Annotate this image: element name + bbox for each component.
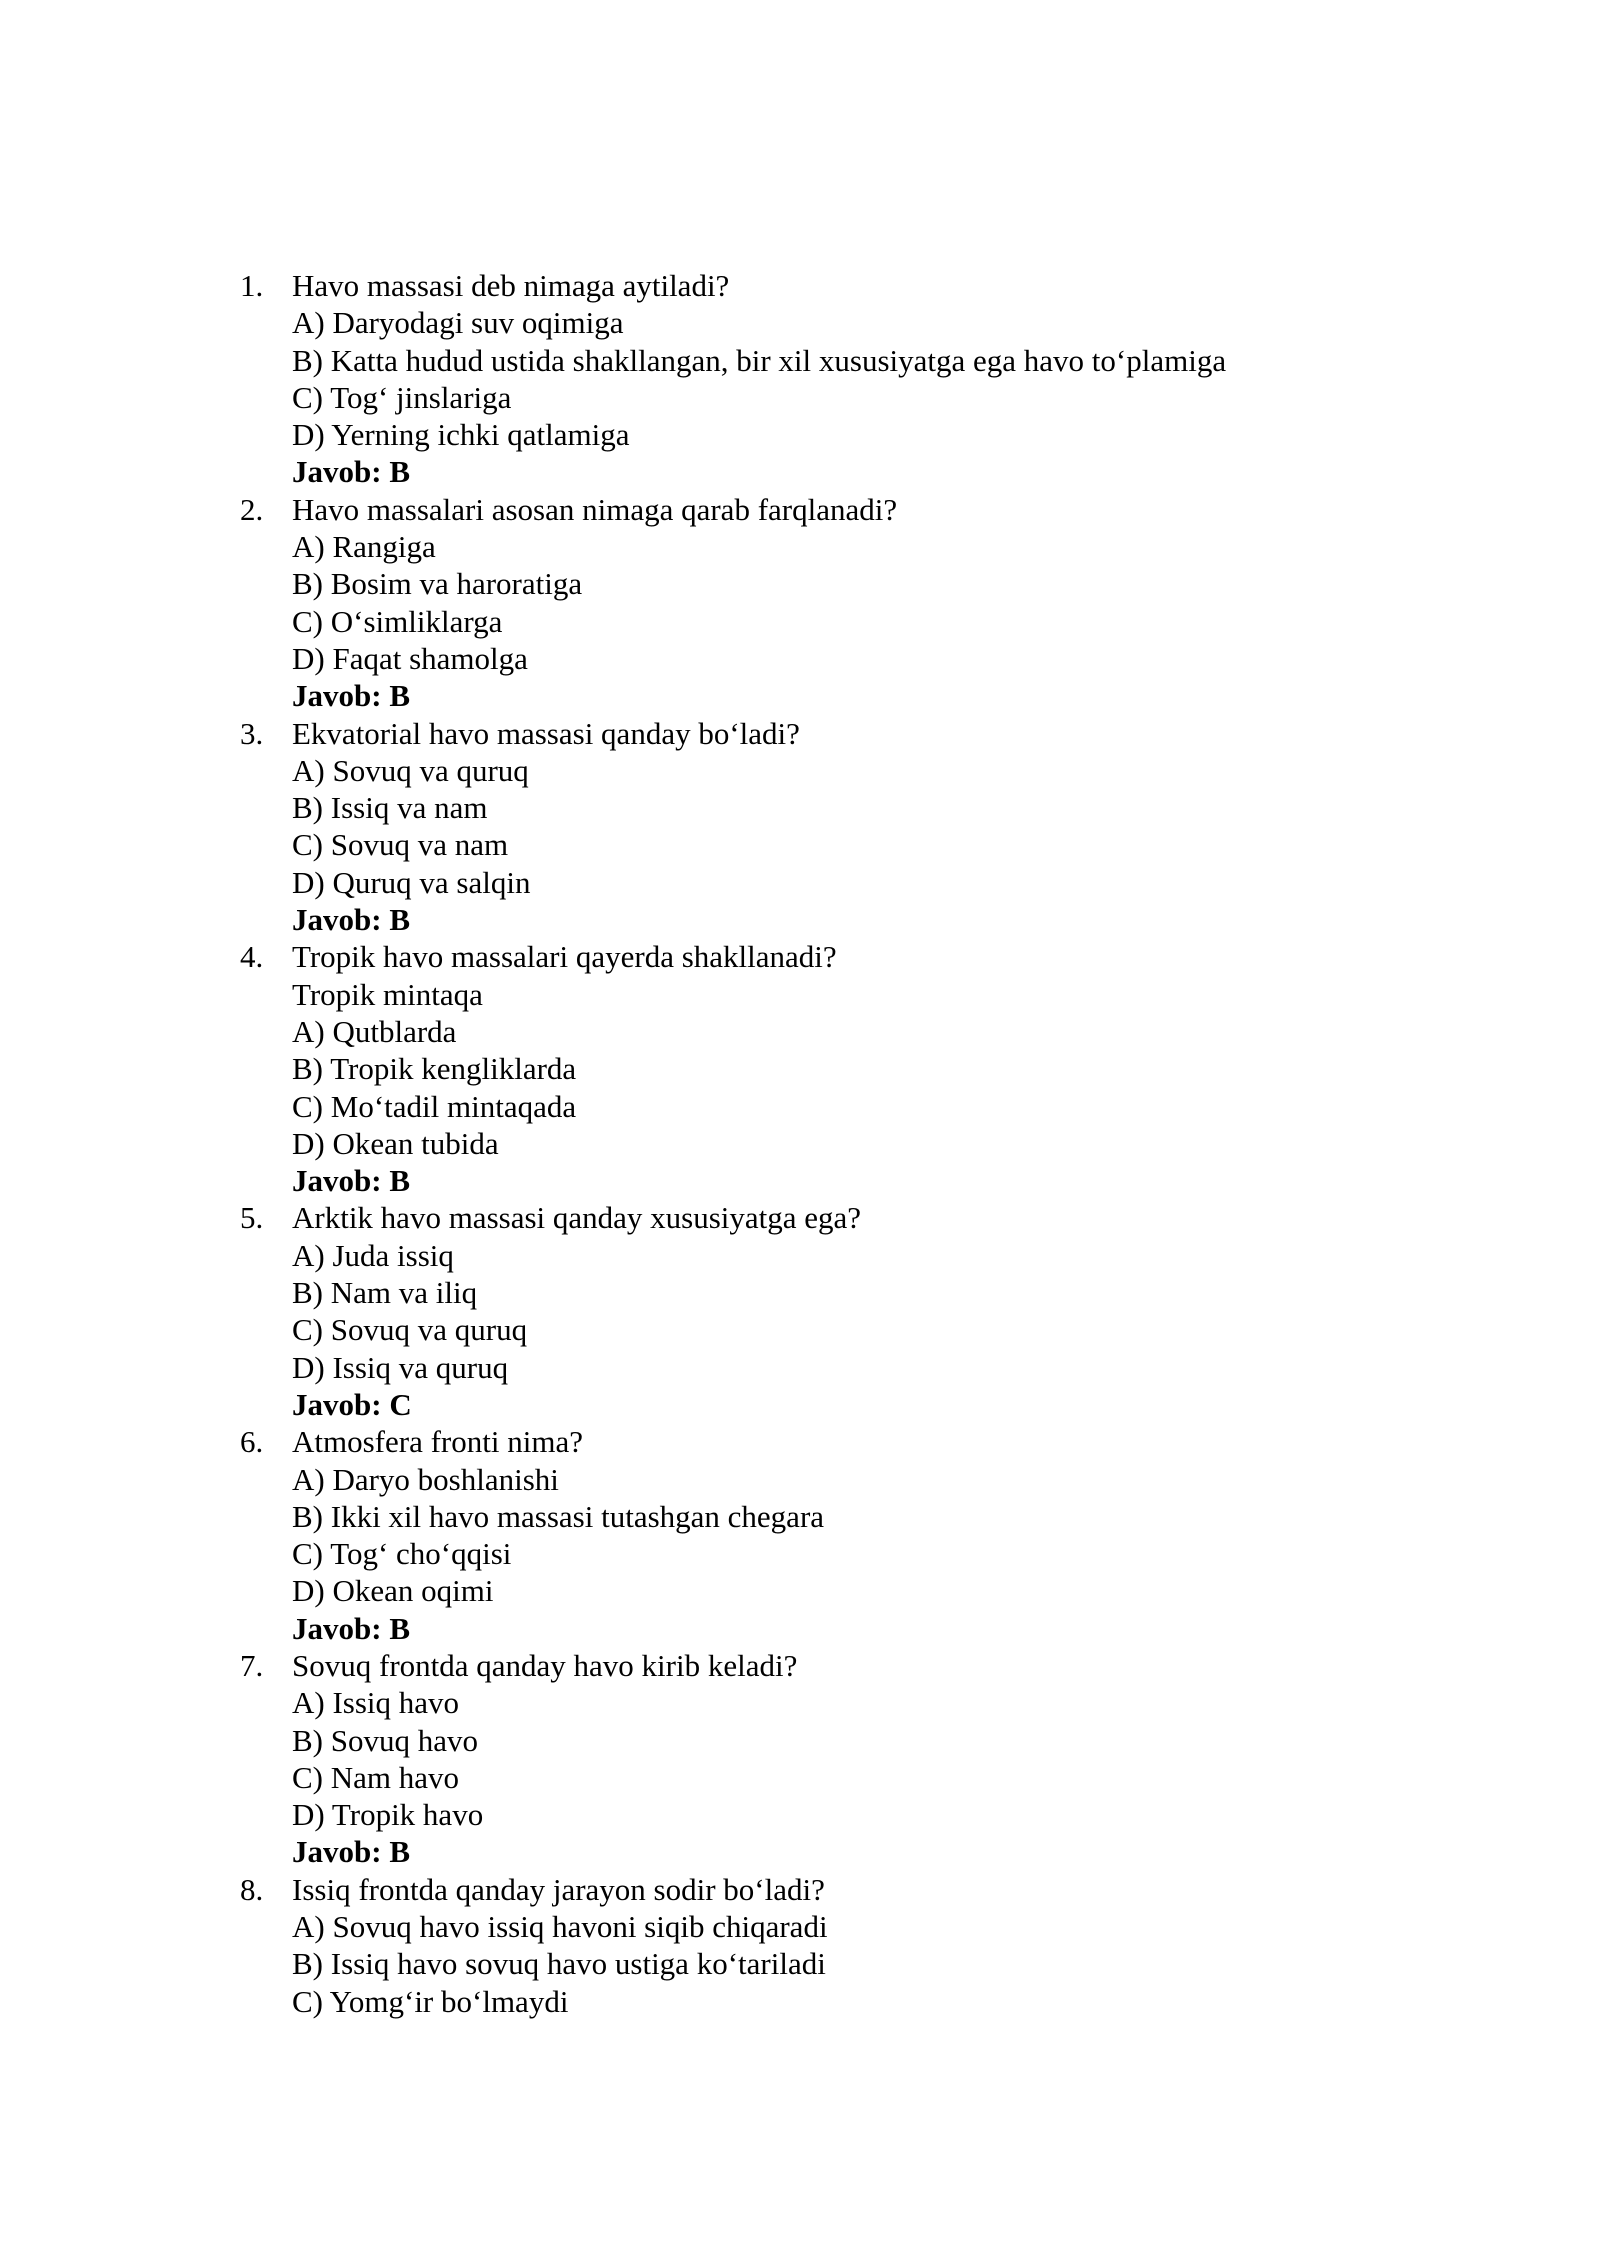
question-item xyxy=(240,1199,1226,1423)
question-number: 3. xyxy=(240,715,264,751)
question-text: Issiq frontda qanday jarayon sodir bo‘ladi? xyxy=(292,1871,825,1907)
question-number: 1. xyxy=(240,268,264,303)
answer-option: B) Ikki xil havo massasi tutashgan chegara xyxy=(292,1498,825,1534)
question-heading xyxy=(240,1647,1226,1684)
question-item xyxy=(240,715,1226,939)
question-number: 7. xyxy=(240,1647,264,1683)
correct-answer: Javob: B xyxy=(292,678,410,714)
question-text: Havo massasi deb nimaga aytiladi? xyxy=(292,268,730,303)
correct-answer: Javob: B xyxy=(292,1834,410,1870)
answer-option: C) Tog‘ jinslariga xyxy=(292,379,512,415)
answer-option: C) Nam havo xyxy=(292,1759,460,1795)
question-text: Sovuq frontda qanday havo kirib keladi? xyxy=(292,1647,798,1683)
question-number: 5. xyxy=(240,1200,264,1236)
correct-answer: Javob: B xyxy=(292,1163,410,1199)
answer-option: B) Katta hudud ustida shakllangan, bir xil xususiyatga ega havo to‘plamiga xyxy=(292,342,1227,378)
correct-answer: Javob: B xyxy=(292,454,410,490)
answer-option: A) Daryodagi suv oqimiga xyxy=(292,305,624,341)
question-text: Atmosfera fronti nima? xyxy=(292,1424,583,1460)
question-item xyxy=(240,1647,1226,1871)
answer-option: B) Issiq havo sovuq havo ustiga ko‘tariladi xyxy=(292,1946,826,1982)
answer-option: D) Yerning ichki qatlamiga xyxy=(292,417,630,453)
question-heading xyxy=(240,1423,1226,1460)
answer-option: B) Bosim va haroratiga xyxy=(292,566,583,602)
question-item xyxy=(240,267,1226,491)
question-number: 8. xyxy=(240,1871,264,1907)
answer-option: A) Juda issiq xyxy=(292,1237,454,1273)
question-heading xyxy=(240,1871,1226,1908)
question-text: Arktik havo massasi qanday xususiyatga ega? xyxy=(292,1200,862,1236)
question-item xyxy=(240,938,1226,1199)
answer-option: A) Daryo boshlanishi xyxy=(292,1461,559,1497)
question-heading xyxy=(240,1199,1226,1236)
answer-option: A) Sovuq havo issiq havoni siqib chiqaradi xyxy=(292,1909,828,1945)
correct-answer: Javob: B xyxy=(292,902,410,938)
answer-option: C) Sovuq va nam xyxy=(292,827,509,863)
answer-option: A) Issiq havo xyxy=(292,1685,460,1721)
question-number: 6. xyxy=(240,1424,264,1460)
correct-answer: Javob: C xyxy=(292,1386,412,1422)
answer-option: B) Tropik kengliklarda xyxy=(292,1051,577,1087)
question-heading xyxy=(240,715,1226,752)
answer-option: A) Sovuq va quruq xyxy=(292,752,529,788)
answer-option: D) Quruq va salqin xyxy=(292,864,531,900)
answer-option: C) O‘simliklarga xyxy=(292,603,503,639)
question-item xyxy=(240,1871,1226,2020)
question-heading xyxy=(240,491,1226,528)
answer-option: D) Okean tubida xyxy=(292,1125,499,1161)
answer-option: C) Sovuq va quruq xyxy=(292,1312,528,1348)
answer-option: C) Tog‘ cho‘qqisi xyxy=(292,1536,512,1572)
answer-option: C) Yomg‘ir bo‘lmaydi xyxy=(292,1983,569,2019)
question-item xyxy=(240,1423,1226,1647)
question-number: 4. xyxy=(240,939,264,975)
question-number: 2. xyxy=(240,491,264,527)
answer-option: A) Rangiga xyxy=(292,529,436,565)
answer-option: B) Nam va iliq xyxy=(292,1275,478,1311)
answer-option: B) Sovuq havo xyxy=(292,1722,478,1758)
answer-option: D) Faqat shamolga xyxy=(292,640,528,676)
question-heading xyxy=(240,267,1226,304)
answer-option: B) Issiq va nam xyxy=(292,790,488,826)
question-note: Tropik mintaqa xyxy=(292,976,483,1012)
answer-option: D) Tropik havo xyxy=(292,1797,484,1833)
correct-answer: Javob: B xyxy=(292,1610,410,1646)
question-text: Tropik havo massalari qayerda shakllanadi? xyxy=(292,939,837,975)
question-text: Havo massalari asosan nimaga qarab farqlanadi? xyxy=(292,491,898,527)
answer-option: D) Okean oqimi xyxy=(292,1573,494,1609)
answer-option: C) Mo‘tadil mintaqada xyxy=(292,1088,577,1124)
answer-option: A) Qutblarda xyxy=(292,1013,457,1049)
question-heading xyxy=(240,938,1226,975)
answer-option: D) Issiq va quruq xyxy=(292,1349,509,1385)
question-item xyxy=(240,491,1226,715)
question-text: Ekvatorial havo massasi qanday bo‘ladi? xyxy=(292,715,800,751)
question-list xyxy=(240,267,1226,2020)
